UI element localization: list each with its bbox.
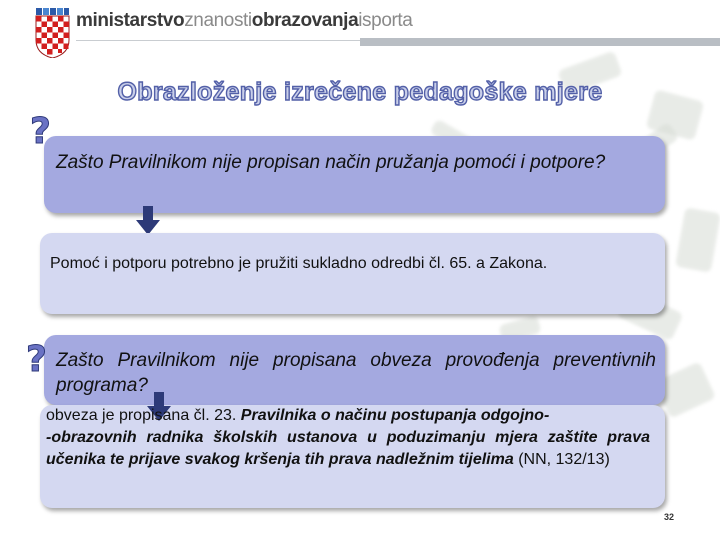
header-bar [360,38,720,46]
down-arrow-icon [136,206,160,236]
ministry-name [76,10,412,32]
croatian-coat-of-arms-icon [34,8,70,58]
ministry-name-part: isporta [358,10,413,31]
header-divider [76,40,360,41]
slide-title: Obrazloženje izrečene pedagoške mjere [117,78,603,106]
answer-2-intro: obveza je propisana čl. 23. [46,407,241,424]
page-number: 32 [664,512,675,522]
question-mark-icon: ? [26,339,47,380]
ministry-name-part: ministarstvo [76,10,185,31]
answer-2-regulation-title: Pravilnika o načinu postupanja odgojno- -obrazovnih radnika školskih ustanova u poduzimanju mjera zaštite prava učenika te prijave svakog kršenja tih prava nadležnim tijelima [46,407,650,468]
header [0,0,720,58]
background-decoration [675,207,720,272]
ministry-name-part: znanosti [184,10,252,31]
answer-2-gazette-reference: (NN, 132/13) [513,451,610,468]
question-2-text: Zašto Pravilnikom nije propisana obveza provođenja preventivnih programa? [56,350,656,396]
question-1-text: Zašto Pravilnikom nije propisan način pružanja pomoći i potpore? [56,152,606,173]
question-mark-icon: ? [30,111,51,152]
answer-1-text: Pomoć i potporu potrebno je pružiti sukladno odredbi čl. 65. a Zakona. [50,255,548,272]
answer-2-text [46,405,650,471]
ministry-name-part: obrazovanja [251,10,359,31]
